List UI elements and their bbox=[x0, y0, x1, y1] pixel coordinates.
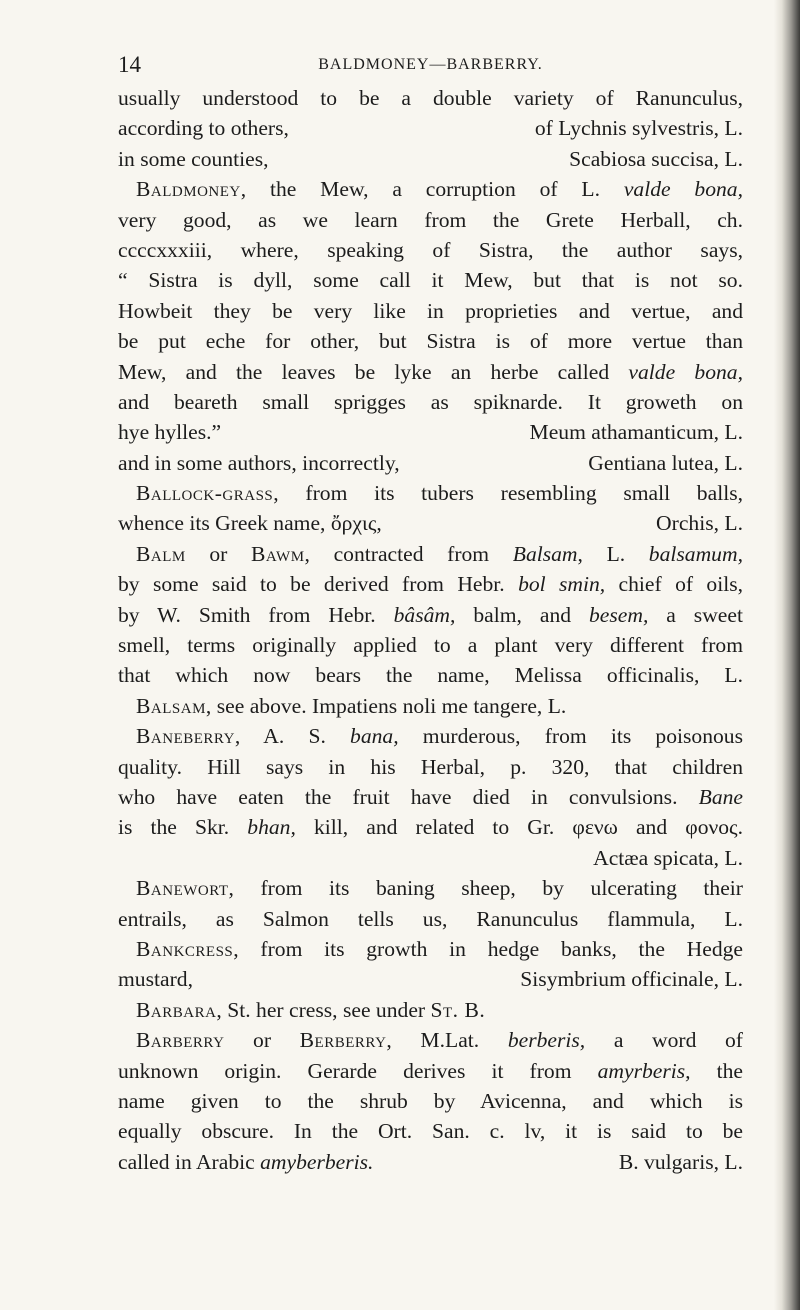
text-line: in some counties, Scabiosa succisa, L. bbox=[118, 146, 743, 171]
text-line: entrails, as Salmon tells us, Ranunculus flammula, L. bbox=[118, 906, 743, 931]
text-line: hye hylles.” Meum athamanticum, L. bbox=[118, 420, 743, 445]
text-line: quality. Hill says in his Herbal, p. 320, that children bbox=[118, 754, 743, 779]
headword: Baneberry bbox=[136, 724, 235, 749]
headword: Barbara bbox=[136, 997, 217, 1022]
entry-line-bankcress: Bankcress, from its growth in hedge banks, the Hedge bbox=[136, 936, 743, 961]
text-line: smell, terms originally applied to a plant very different from bbox=[118, 633, 743, 658]
text-line: ccccxxxiii, where, speaking of Sistra, the author says, bbox=[118, 237, 743, 262]
headword: Ballock-grass bbox=[136, 481, 274, 506]
headword: Balm bbox=[136, 541, 186, 566]
entry-line-balsam: Balsam, see above. Impatiens noli me tangere, L. bbox=[136, 693, 567, 718]
entry-line-baldmoney: Baldmoney, the Mew, a corruption of L. valde bona, bbox=[136, 177, 743, 202]
text-line: name given to the shrub by Avicenna, and which is bbox=[118, 1088, 743, 1113]
text-line: by W. Smith from Hebr. bâsâm, balm, and besem, a sweet bbox=[118, 602, 743, 627]
text-line: mustard, Sisymbrium officinale, L. bbox=[118, 967, 743, 992]
text-line: very good, as we learn from the Grete Herball, ch. bbox=[118, 207, 743, 232]
page-binding-shadow bbox=[774, 0, 800, 1310]
entry-line-banewort: Banewort, from its baning sheep, by ulcerating their bbox=[136, 876, 743, 901]
headword: Banewort bbox=[136, 876, 229, 901]
headword: Barberry bbox=[136, 1028, 225, 1053]
text-line: whence its Greek name, ὄρχις, Orchis, L. bbox=[118, 511, 743, 536]
text-line: be put eche for other, but Sistra is of more vertue than bbox=[118, 329, 743, 354]
text-line: called in Arabic amyberberis. B. vulgaris, L. bbox=[118, 1149, 743, 1174]
text-line: and beareth small sprigges as spiknarde. It groweth on bbox=[118, 389, 743, 414]
text-line: Mew, and the leaves be lyke an herbe called valde bona, bbox=[118, 359, 744, 384]
entry-line-barbara: Barbara, St. her cress, see under St. B. bbox=[136, 997, 486, 1022]
entry-line-ballock-grass: Ballock-grass, from its tubers resembling small balls, bbox=[136, 481, 743, 506]
text-line: Actæa spicata, L. bbox=[593, 845, 743, 870]
headword: Bawm bbox=[251, 541, 305, 566]
page-number: 14 bbox=[118, 52, 141, 77]
text-line: “ Sistra is dyll, some call it Mew, but that is not so. bbox=[118, 268, 743, 293]
body-text bbox=[118, 83, 743, 1177]
text-line: by some said to be derived from Hebr. bol smin, chief of oils, bbox=[118, 572, 744, 597]
text-line: equally obscure. In the Ort. San. c. lv, it is said to be bbox=[118, 1119, 743, 1144]
running-head: BALDMONEY—BARBERRY. bbox=[318, 56, 543, 73]
headword: Balsam bbox=[136, 693, 206, 718]
text-line: usually understood to be a double variety of Ranunculus, bbox=[118, 86, 743, 110]
text-line: according to others, of Lychnis sylvestris, L. bbox=[118, 116, 743, 141]
headword: Berberry bbox=[299, 1028, 387, 1053]
entry-line-barberry: Barberry or Berberry, M.Lat. berberis, a word of bbox=[136, 1028, 743, 1053]
entry-line-baneberry: Baneberry, A. S. bana, murderous, from its poisonous bbox=[136, 724, 743, 749]
entry-line-balm: Balm or Bawm, contracted from Balsam, L. balsamum, bbox=[136, 541, 743, 566]
text-line: and in some authors, incorrectly, Gentiana lutea, L. bbox=[118, 450, 743, 475]
text-line: Howbeit they be very like in proprieties and vertue, and bbox=[118, 298, 743, 323]
text-line: that which now bears the name, Melissa officinalis, L. bbox=[118, 663, 743, 688]
text-line: unknown origin. Gerarde derives it from amyrberis, the bbox=[118, 1058, 744, 1083]
text-line: who have eaten the fruit have died in convulsions. Bane bbox=[118, 784, 743, 809]
headword: Bankcress bbox=[136, 936, 234, 961]
headword: Baldmoney bbox=[136, 177, 241, 202]
page-header bbox=[118, 52, 743, 86]
text-line: is the Skr. bhan, kill, and related to Gr. φενω and φονος. bbox=[118, 815, 743, 840]
